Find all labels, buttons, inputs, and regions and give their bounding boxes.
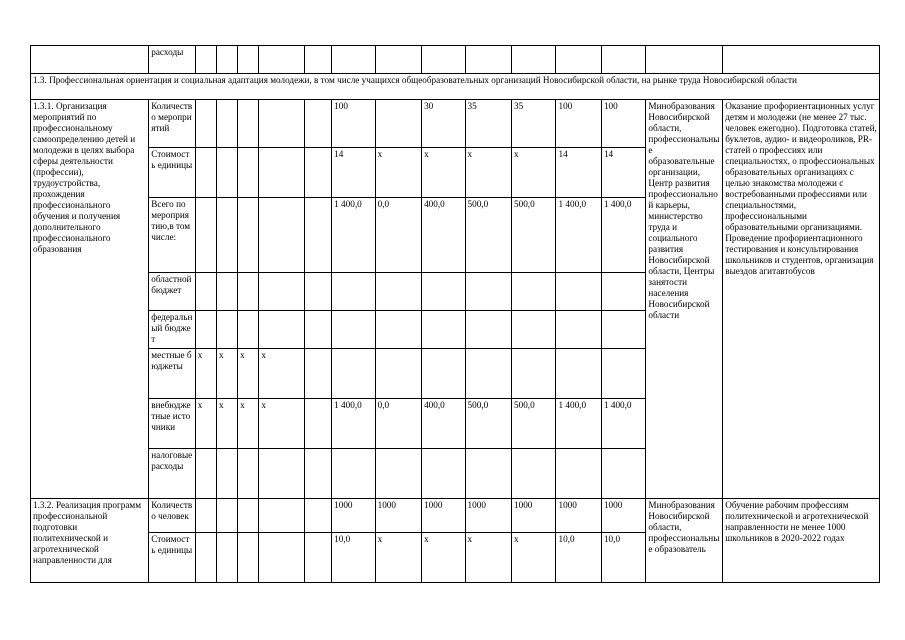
value-cell: х xyxy=(512,533,556,583)
value-cell xyxy=(422,449,465,499)
value-cell xyxy=(465,311,511,349)
section-heading: 1.3. Профессиональная ориентация и социальная адаптация молодежи, в том числе учащихся общеобразовательных организаций Новосибирской области, на рынке труда Новосибирской области xyxy=(31,74,880,100)
value-cell: х xyxy=(465,148,511,198)
value-cell xyxy=(304,100,331,148)
indicator-label: внебюджетные источники xyxy=(149,399,195,449)
value-cell xyxy=(238,449,259,499)
value-cell xyxy=(216,198,237,273)
value-cell xyxy=(304,533,331,583)
value-cell xyxy=(238,311,259,349)
blank-cell xyxy=(601,46,645,74)
value-cell xyxy=(375,273,421,311)
blank-cell xyxy=(512,46,556,74)
expected-result-cell: Оказание профориентационных услуг детям и молодежи (не менее 27 тыс. человек ежегодно). Подготовка статей, буклетов, аудио- и видеороликов, PR-статей о профессиях или специальностях, о профессиональных образовательных организациях с целью знакомства молодежи с востребованными профессиями или специальностями, профессиональными образовательными организациями. Проведение профориентационного тестирования и консультирования школьников и студентов, организация выездов агитавтобусов xyxy=(723,100,880,499)
value-cell xyxy=(556,349,601,399)
value-cell xyxy=(238,273,259,311)
value-cell xyxy=(195,533,216,583)
value-cell: 1 400,0 xyxy=(332,399,375,449)
blank-cell xyxy=(31,46,149,74)
value-cell xyxy=(216,100,237,148)
value-cell: 1 400,0 xyxy=(332,198,375,273)
value-cell xyxy=(259,273,304,311)
activity-name: 1.3.1. Организация мероприятий по профессиональному самоопределению детей и молодежи в целях выбора сферы деятельности (профессии), трудоустройства, прохождения профессионального обучения и получения дополнительного профессионального образования xyxy=(31,100,149,499)
value-cell xyxy=(195,198,216,273)
value-cell: 1000 xyxy=(332,499,375,533)
indicator-label: Количество человек xyxy=(149,499,195,533)
value-cell xyxy=(304,148,331,198)
activity-name: 1.3.2. Реализация программ профессиональной подготовки политехнической и агротехнической направленности для xyxy=(31,499,149,583)
value-cell: 10,0 xyxy=(601,533,645,583)
value-cell xyxy=(259,533,304,583)
value-cell xyxy=(238,198,259,273)
indicator-label: Стоимость единицы xyxy=(149,148,195,198)
value-cell xyxy=(512,311,556,349)
value-cell xyxy=(195,273,216,311)
blank-cell xyxy=(304,46,331,74)
value-cell xyxy=(304,399,331,449)
value-cell xyxy=(259,499,304,533)
value-cell xyxy=(259,198,304,273)
table-row xyxy=(31,46,880,74)
value-cell xyxy=(238,499,259,533)
value-cell xyxy=(238,148,259,198)
value-cell: 1000 xyxy=(422,499,465,533)
value-cell: 100 xyxy=(556,100,601,148)
indicator-label: Количество мероприятий xyxy=(149,100,195,148)
value-cell: 500,0 xyxy=(465,399,511,449)
value-cell xyxy=(465,349,511,399)
indicator-label: Всего по мероприятию,в том числе: xyxy=(149,198,195,273)
value-cell xyxy=(422,349,465,399)
value-cell: 1000 xyxy=(512,499,556,533)
value-cell xyxy=(195,449,216,499)
value-cell xyxy=(556,311,601,349)
value-cell: 400,0 xyxy=(422,198,465,273)
value-cell: 35 xyxy=(465,100,511,148)
value-cell: 14 xyxy=(332,148,375,198)
value-cell xyxy=(216,449,237,499)
value-cell xyxy=(259,449,304,499)
value-cell xyxy=(304,311,331,349)
value-cell: х xyxy=(195,399,216,449)
value-cell xyxy=(216,311,237,349)
value-cell xyxy=(195,100,216,148)
indicator-label: Стоимость единицы xyxy=(149,533,195,583)
value-cell xyxy=(422,273,465,311)
value-cell xyxy=(601,449,645,499)
type-label-cell: расходы xyxy=(149,46,195,74)
expected-result-cell: Обучение рабочим профессиям политехнической и агротехнической направленности не менее 1000 школьников в 2020-2022 годах xyxy=(723,499,880,583)
value-cell xyxy=(304,449,331,499)
value-cell xyxy=(332,273,375,311)
blank-cell xyxy=(422,46,465,74)
value-cell: х xyxy=(422,148,465,198)
value-cell: 0,0 xyxy=(375,399,421,449)
value-cell xyxy=(556,449,601,499)
value-cell: х xyxy=(238,349,259,399)
value-cell: х xyxy=(465,533,511,583)
value-cell xyxy=(465,273,511,311)
value-cell xyxy=(259,311,304,349)
value-cell xyxy=(512,273,556,311)
blank-cell xyxy=(238,46,259,74)
indicator-label: областной бюджет xyxy=(149,273,195,311)
blank-cell xyxy=(646,46,723,74)
blank-cell xyxy=(216,46,237,74)
value-cell xyxy=(332,449,375,499)
value-cell xyxy=(375,100,421,148)
blank-cell xyxy=(332,46,375,74)
value-cell: 10,0 xyxy=(556,533,601,583)
value-cell xyxy=(556,273,601,311)
value-cell xyxy=(195,148,216,198)
value-cell xyxy=(195,311,216,349)
value-cell: х xyxy=(238,399,259,449)
blank-cell xyxy=(465,46,511,74)
value-cell xyxy=(304,273,331,311)
value-cell xyxy=(332,349,375,399)
value-cell xyxy=(512,449,556,499)
value-cell: х xyxy=(195,349,216,399)
value-cell xyxy=(465,449,511,499)
value-cell xyxy=(216,533,237,583)
value-cell: 14 xyxy=(556,148,601,198)
indicator-label: налоговые расходы xyxy=(149,449,195,499)
value-cell xyxy=(422,311,465,349)
value-cell: х xyxy=(216,349,237,399)
indicator-label: федеральный бюджет xyxy=(149,311,195,349)
table-row xyxy=(31,499,880,533)
value-cell: 100 xyxy=(601,100,645,148)
value-cell: х xyxy=(375,533,421,583)
section-heading-row xyxy=(31,74,880,100)
value-cell: 500,0 xyxy=(512,399,556,449)
executor-cell: Минобразования Новосибирской области, профессиональные образовательные организации, Центр развития профессиональной карьеры, министерство труда и социального развития Новосибирской области, Центры занятости населения Новосибирской области xyxy=(646,100,723,499)
value-cell xyxy=(601,311,645,349)
value-cell xyxy=(375,311,421,349)
value-cell xyxy=(601,273,645,311)
program-table xyxy=(30,45,880,583)
value-cell: 1000 xyxy=(465,499,511,533)
value-cell xyxy=(304,198,331,273)
value-cell: 1 400,0 xyxy=(556,198,601,273)
value-cell xyxy=(216,148,237,198)
blank-cell xyxy=(375,46,421,74)
blank-cell xyxy=(723,46,880,74)
value-cell xyxy=(238,533,259,583)
value-cell: х xyxy=(216,399,237,449)
table-body xyxy=(31,46,880,583)
value-cell: 35 xyxy=(512,100,556,148)
value-cell xyxy=(259,148,304,198)
blank-cell xyxy=(556,46,601,74)
value-cell xyxy=(259,100,304,148)
value-cell: 1000 xyxy=(556,499,601,533)
value-cell xyxy=(601,349,645,399)
value-cell xyxy=(216,499,237,533)
value-cell xyxy=(332,311,375,349)
value-cell: 400,0 xyxy=(422,399,465,449)
value-cell: 30 xyxy=(422,100,465,148)
value-cell: х xyxy=(375,148,421,198)
value-cell: 1 400,0 xyxy=(601,198,645,273)
value-cell xyxy=(375,349,421,399)
value-cell: 1000 xyxy=(601,499,645,533)
value-cell xyxy=(216,273,237,311)
value-cell: х xyxy=(259,349,304,399)
value-cell: 100 xyxy=(332,100,375,148)
value-cell: 1000 xyxy=(375,499,421,533)
blank-cell xyxy=(195,46,216,74)
value-cell xyxy=(238,100,259,148)
value-cell: 500,0 xyxy=(465,198,511,273)
value-cell: 1 400,0 xyxy=(556,399,601,449)
value-cell xyxy=(304,349,331,399)
table-row xyxy=(31,100,880,148)
value-cell xyxy=(304,499,331,533)
value-cell xyxy=(512,349,556,399)
value-cell: 14 xyxy=(601,148,645,198)
value-cell xyxy=(195,499,216,533)
value-cell: 10,0 xyxy=(332,533,375,583)
executor-cell: Минобразования Новосибирской области, профессиональные образователь xyxy=(646,499,723,583)
value-cell: х xyxy=(512,148,556,198)
value-cell: 0,0 xyxy=(375,198,421,273)
blank-cell xyxy=(259,46,304,74)
value-cell: 500,0 xyxy=(512,198,556,273)
value-cell: х xyxy=(259,399,304,449)
value-cell: х xyxy=(422,533,465,583)
indicator-label: местные бюджеты xyxy=(149,349,195,399)
value-cell xyxy=(375,449,421,499)
value-cell: 1 400,0 xyxy=(601,399,645,449)
